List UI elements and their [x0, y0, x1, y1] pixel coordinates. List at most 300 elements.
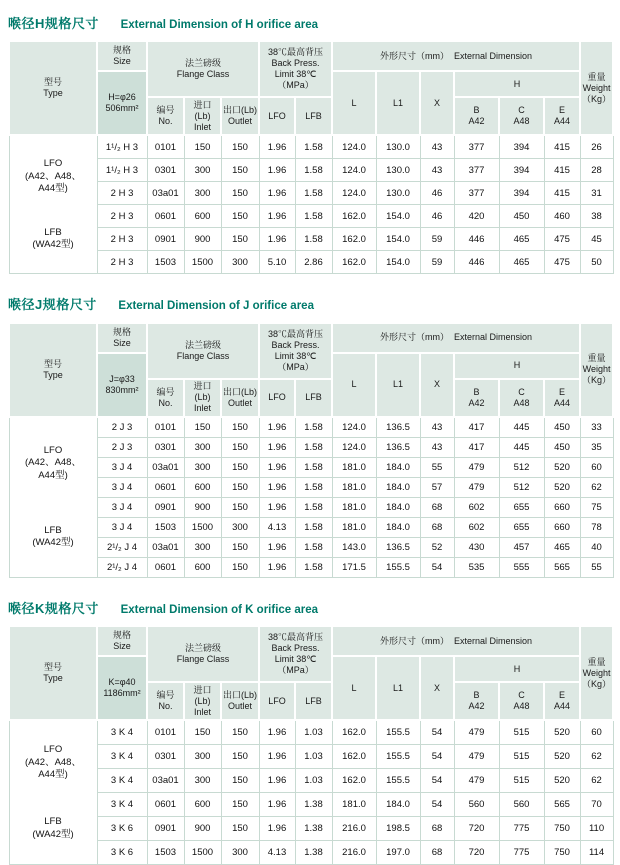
type-group-label: LFO (A42、A48、 A44型)	[25, 158, 81, 194]
col-header-weight	[580, 323, 613, 417]
table-cell: 110	[580, 817, 613, 841]
table-cell: 2 H 3	[97, 205, 147, 228]
table-cell: 38	[580, 205, 613, 228]
table-cell: 40	[580, 537, 613, 557]
table-row	[9, 205, 613, 228]
table-cell: 2 J 3	[97, 437, 147, 457]
table-cell: 150	[184, 720, 221, 745]
table-cell: 155.5	[376, 769, 420, 793]
c-label: C	[518, 105, 525, 116]
inlet-label-zh: 进口(Lb)	[193, 99, 212, 121]
col-header-E-A44	[544, 379, 580, 417]
col-header-no	[147, 682, 184, 720]
section-title-en: External Dimension of K orifice area	[120, 603, 319, 616]
table-cell: 602	[454, 497, 499, 517]
c-code: A48	[513, 701, 530, 712]
table-cell: 150	[221, 182, 259, 205]
back-press-line2: Back Press.	[271, 339, 320, 350]
table-cell: 150	[221, 745, 259, 769]
weight-label-en: Weight	[582, 82, 611, 93]
size-label-en: Size	[113, 56, 131, 67]
table-cell: 57	[420, 477, 454, 497]
table-cell: 54	[420, 745, 454, 769]
table-body	[9, 135, 613, 274]
table-cell: 720	[454, 841, 499, 865]
col-header-L1: L1	[376, 71, 420, 135]
table-cell: 1.58	[295, 537, 332, 557]
table-cell: 184.0	[376, 517, 420, 537]
b-label: B	[473, 690, 480, 701]
table-cell: 62	[580, 477, 613, 497]
col-header-size	[97, 626, 147, 656]
table-cell: 154.0	[376, 228, 420, 251]
section-title-en: External Dimension of J orifice area	[118, 300, 314, 313]
back-press-line4: （MPa）	[277, 665, 314, 676]
col-header-size-value	[97, 353, 147, 417]
table-cell: 1500	[184, 251, 221, 274]
table-cell: 50	[580, 251, 613, 274]
table-cell: 420	[454, 205, 499, 228]
table-cell: 415	[544, 159, 580, 182]
section-title	[8, 593, 612, 619]
table-cell: 1.96	[259, 228, 295, 251]
type-group-label: LFB (WA42型)	[32, 524, 74, 549]
table-row	[9, 537, 613, 557]
table-cell: 479	[454, 457, 499, 477]
table-cell: 154.0	[376, 251, 420, 274]
table-cell: 5.10	[259, 251, 295, 274]
back-press-line3: Limit 38℃	[274, 69, 317, 80]
table-cell: 1.96	[259, 497, 295, 517]
table-cell: 655	[499, 517, 544, 537]
col-header-LFO: LFO	[259, 682, 295, 720]
table-cell: 68	[420, 817, 454, 841]
table-cell: 0101	[147, 135, 184, 159]
table-cell: 512	[499, 477, 544, 497]
col-header-weight	[580, 41, 613, 135]
table-cell: 46	[420, 182, 454, 205]
orifice-diameter: J=φ33	[109, 373, 135, 384]
table-cell: 1.96	[259, 557, 295, 577]
table-cell: 465	[499, 228, 544, 251]
table-cell: 515	[499, 745, 544, 769]
col-header-external-dimension: 外形尺寸（mm） External Dimension	[332, 41, 580, 71]
table-cell: 750	[544, 817, 580, 841]
table-cell: 1.58	[295, 497, 332, 517]
table-cell: 1.96	[259, 537, 295, 557]
inlet-label-zh: 进口(Lb)	[193, 684, 212, 706]
table-cell: 1503	[147, 251, 184, 274]
table-cell: 1.58	[295, 517, 332, 537]
table-cell: 1.96	[259, 182, 295, 205]
col-header-LFB: LFB	[295, 379, 332, 417]
type-label-en: Type	[43, 673, 63, 684]
table-cell: 162.0	[332, 745, 376, 769]
b-code: A42	[468, 397, 485, 408]
weight-label-zh: 重量	[587, 71, 606, 82]
col-header-C-A48	[499, 682, 544, 720]
back-press-line1: 38℃最高背压	[268, 328, 324, 339]
table-cell: 0901	[147, 817, 184, 841]
table-cell: 520	[544, 769, 580, 793]
col-header-X: X	[420, 656, 454, 720]
table-cell: 300	[184, 769, 221, 793]
col-header-size-value	[97, 656, 147, 720]
table-cell: 479	[454, 720, 499, 745]
table-cell: 3 K 6	[97, 841, 147, 865]
table-row	[9, 251, 613, 274]
type-group-label: LFO (A42、A48、 A44型)	[25, 445, 81, 481]
table-cell: 216.0	[332, 817, 376, 841]
table-cell: 62	[580, 745, 613, 769]
table-cell: 1.96	[259, 457, 295, 477]
table-cell: 3 K 4	[97, 745, 147, 769]
b-code: A42	[468, 701, 485, 712]
table-cell: 1.96	[259, 793, 295, 817]
flange-label-zh: 法兰磅级	[184, 339, 221, 350]
c-label: C	[518, 690, 525, 701]
type-label-en: Type	[43, 88, 63, 99]
table-cell: 68	[420, 497, 454, 517]
e-code: A44	[554, 116, 571, 127]
col-header-size-value	[97, 71, 147, 135]
table-cell: 136.5	[376, 437, 420, 457]
weight-label-zh: 重量	[587, 353, 606, 364]
table-cell: 0101	[147, 417, 184, 438]
table-cell: 445	[499, 437, 544, 457]
table-cell: 465	[499, 251, 544, 274]
table-cell: 300	[221, 251, 259, 274]
table-cell: 35	[580, 437, 613, 457]
inlet-label-zh: 进口(Lb)	[193, 381, 212, 403]
table-cell: 26	[580, 135, 613, 159]
table-cell: 1.38	[295, 793, 332, 817]
table-cell: 55	[580, 557, 613, 577]
e-code: A44	[554, 701, 571, 712]
col-header-external-dimension: 外形尺寸（mm） External Dimension	[332, 323, 580, 353]
table-cell: 1.96	[259, 135, 295, 159]
type-label-zh: 型号	[43, 662, 62, 673]
size-label-zh: 规格	[112, 630, 131, 641]
spec-table	[8, 625, 614, 865]
type-label-en: Type	[43, 369, 63, 380]
table-cell: 150	[221, 135, 259, 159]
c-code: A48	[513, 397, 530, 408]
table-header	[9, 323, 613, 417]
table-cell: 450	[499, 205, 544, 228]
table-cell: 2 H 3	[97, 182, 147, 205]
back-press-line4: （MPa）	[277, 80, 314, 91]
table-cell: 136.5	[376, 417, 420, 438]
col-header-type	[9, 626, 97, 720]
weight-label-en: Weight	[582, 364, 611, 375]
table-cell: 1.58	[295, 135, 332, 159]
table-cell: 55	[420, 457, 454, 477]
table-cell: 1.58	[295, 205, 332, 228]
table-cell: 1.58	[295, 437, 332, 457]
col-header-outlet	[221, 682, 259, 720]
table-row	[9, 517, 613, 537]
table-cell: 900	[184, 228, 221, 251]
table-cell: 1.96	[259, 817, 295, 841]
table-cell: 162.0	[332, 720, 376, 745]
col-header-C-A48	[499, 97, 544, 135]
col-header-external-dimension: 外形尺寸（mm） External Dimension	[332, 626, 580, 656]
table-cell: 1.58	[295, 477, 332, 497]
table-cell: 900	[184, 817, 221, 841]
table-cell: 2 J 3	[97, 417, 147, 438]
table-cell: 150	[221, 537, 259, 557]
b-label: B	[473, 386, 480, 397]
orifice-table-section	[8, 8, 612, 274]
weight-unit: （Kg）	[582, 678, 612, 689]
table-cell: 394	[499, 182, 544, 205]
type-group-label: LFB (WA42型)	[32, 226, 74, 251]
weight-label-en: Weight	[582, 667, 611, 678]
table-cell: 415	[544, 135, 580, 159]
table-cell: 136.5	[376, 537, 420, 557]
back-press-line4: （MPa）	[277, 361, 314, 372]
inlet-label-en: Inlet	[193, 706, 211, 717]
col-header-outlet	[221, 97, 259, 135]
table-header	[9, 626, 613, 720]
table-row	[9, 437, 613, 457]
table-cell: 415	[544, 182, 580, 205]
spec-table	[8, 322, 614, 578]
col-header-outlet	[221, 379, 259, 417]
b-code: A42	[468, 116, 485, 127]
table-cell: 155.5	[376, 720, 420, 745]
table-cell: 555	[499, 557, 544, 577]
no-label-zh: 编号	[156, 105, 175, 116]
table-cell: 197.0	[376, 841, 420, 865]
weight-label-zh: 重量	[587, 656, 606, 667]
table-cell: 60	[580, 457, 613, 477]
table-cell: 43	[420, 135, 454, 159]
table-cell: 479	[454, 477, 499, 497]
weight-unit: （Kg）	[582, 375, 612, 386]
table-cell: 2¹/₂ J 4	[97, 537, 147, 557]
table-cell: 535	[454, 557, 499, 577]
table-cell: 03a01	[147, 457, 184, 477]
table-cell: 3 J 4	[97, 497, 147, 517]
spec-table	[8, 40, 614, 274]
col-header-LFB: LFB	[295, 682, 332, 720]
table-row	[9, 457, 613, 477]
table-cell: 1¹/₂ H 3	[97, 159, 147, 182]
table-cell: 1¹/₂ H 3	[97, 135, 147, 159]
size-label-en: Size	[113, 641, 131, 652]
table-cell: 4.13	[259, 841, 295, 865]
b-label: B	[473, 105, 480, 116]
type-label-zh: 型号	[43, 77, 62, 88]
orifice-area: 506mm²	[105, 103, 139, 114]
type-column-cell	[9, 720, 97, 865]
type-group-label: LFB (WA42型)	[32, 816, 74, 840]
col-header-L1: L1	[376, 353, 420, 417]
table-cell: 460	[544, 205, 580, 228]
back-press-line2: Back Press.	[271, 643, 320, 654]
table-cell: 430	[454, 537, 499, 557]
table-cell: 1500	[184, 841, 221, 865]
outlet-label-en: Outlet	[227, 116, 252, 127]
col-header-inlet	[184, 379, 221, 417]
outlet-label-en: Outlet	[227, 701, 252, 712]
table-cell: 417	[454, 417, 499, 438]
table-cell: 300	[221, 841, 259, 865]
table-cell: 1.58	[295, 228, 332, 251]
table-body	[9, 720, 613, 865]
table-cell: 300	[184, 159, 221, 182]
col-header-LFO: LFO	[259, 379, 295, 417]
table-cell: 2 H 3	[97, 251, 147, 274]
e-code: A44	[554, 397, 571, 408]
col-header-C-A48	[499, 379, 544, 417]
table-cell: 1.96	[259, 205, 295, 228]
back-press-line3: Limit 38℃	[274, 654, 317, 665]
table-cell: 4.13	[259, 517, 295, 537]
col-header-H-group: H	[454, 656, 580, 682]
table-cell: 130.0	[376, 159, 420, 182]
table-cell: 184.0	[376, 793, 420, 817]
table-cell: 1.38	[295, 841, 332, 865]
col-header-L1: L1	[376, 656, 420, 720]
table-cell: 0901	[147, 228, 184, 251]
table-cell: 1.96	[259, 769, 295, 793]
table-cell: 377	[454, 182, 499, 205]
table-cell: 377	[454, 135, 499, 159]
table-cell: 0301	[147, 159, 184, 182]
size-label-zh: 规格	[112, 45, 131, 56]
table-cell: 3 J 4	[97, 517, 147, 537]
col-header-B-A42	[454, 682, 499, 720]
table-cell: 300	[184, 182, 221, 205]
table-cell: 150	[221, 497, 259, 517]
outlet-label-zh: 出口(Lb)	[223, 386, 258, 397]
col-header-inlet	[184, 682, 221, 720]
table-cell: 1.96	[259, 159, 295, 182]
table-cell: 417	[454, 437, 499, 457]
table-cell: 150	[221, 205, 259, 228]
table-cell: 45	[580, 228, 613, 251]
col-header-back-pressure	[259, 626, 332, 682]
table-cell: 512	[499, 457, 544, 477]
table-cell: 377	[454, 159, 499, 182]
table-cell: 130.0	[376, 182, 420, 205]
table-cell: 124.0	[332, 182, 376, 205]
table-cell: 150	[221, 228, 259, 251]
table-cell: 660	[544, 497, 580, 517]
section-title	[8, 289, 612, 315]
table-cell: 181.0	[332, 497, 376, 517]
table-row	[9, 417, 613, 438]
table-cell: 162.0	[332, 769, 376, 793]
table-cell: 450	[544, 437, 580, 457]
table-cell: 181.0	[332, 477, 376, 497]
orifice-diameter: K=φ40	[108, 677, 136, 688]
inlet-label-en: Inlet	[193, 121, 211, 132]
type-groups	[10, 721, 97, 864]
table-cell: 124.0	[332, 159, 376, 182]
weight-unit: （Kg）	[582, 93, 612, 104]
col-header-flange-class	[147, 41, 259, 97]
col-header-back-pressure	[259, 323, 332, 379]
table-row	[9, 497, 613, 517]
table-cell: 3 J 4	[97, 477, 147, 497]
no-label-en: No.	[158, 397, 173, 408]
orifice-area: 1186mm²	[103, 688, 141, 699]
table-cell: 1.96	[259, 417, 295, 438]
table-cell: 600	[184, 477, 221, 497]
table-cell: 1.96	[259, 477, 295, 497]
table-cell: 60	[580, 720, 613, 745]
table-cell: 150	[221, 417, 259, 438]
table-cell: 1.58	[295, 159, 332, 182]
table-cell: 70	[580, 793, 613, 817]
table-cell: 520	[544, 457, 580, 477]
table-cell: 03a01	[147, 769, 184, 793]
type-column-cell	[9, 135, 97, 274]
table-cell: 184.0	[376, 457, 420, 477]
col-header-size	[97, 41, 147, 71]
table-cell: 155.5	[376, 745, 420, 769]
section-title-zh: 喉径H规格尺寸	[8, 16, 99, 31]
c-label: C	[518, 386, 525, 397]
table-cell: 720	[454, 817, 499, 841]
back-press-line3: Limit 38℃	[274, 350, 317, 361]
back-press-line2: Back Press.	[271, 58, 320, 69]
table-cell: 0301	[147, 745, 184, 769]
no-label-en: No.	[158, 701, 173, 712]
flange-label-en: Flange Class	[176, 654, 230, 665]
table-cell: 124.0	[332, 417, 376, 438]
table-cell: 300	[184, 437, 221, 457]
table-cell: 1.58	[295, 457, 332, 477]
table-cell: 62	[580, 769, 613, 793]
table-cell: 655	[499, 497, 544, 517]
table-cell: 775	[499, 841, 544, 865]
table-row	[9, 159, 613, 182]
table-cell: 3 K 6	[97, 817, 147, 841]
table-cell: 660	[544, 517, 580, 537]
table-cell: 475	[544, 251, 580, 274]
table-cell: 162.0	[332, 205, 376, 228]
col-header-E-A44	[544, 97, 580, 135]
flange-label-zh: 法兰磅级	[184, 643, 221, 654]
table-row	[9, 793, 613, 817]
col-header-L: L	[332, 353, 376, 417]
type-groups	[10, 136, 97, 273]
table-cell: 3 K 4	[97, 720, 147, 745]
table-cell: 150	[221, 817, 259, 841]
table-cell: 0901	[147, 497, 184, 517]
table-cell: 54	[420, 557, 454, 577]
table-cell: 43	[420, 417, 454, 438]
type-label-zh: 型号	[43, 358, 62, 369]
table-cell: 150	[221, 769, 259, 793]
col-header-no	[147, 379, 184, 417]
table-cell: 150	[221, 457, 259, 477]
col-header-H-group: H	[454, 353, 580, 379]
table-cell: 2¹/₂ J 4	[97, 557, 147, 577]
section-title-zh: 喉径J规格尺寸	[8, 297, 97, 313]
table-cell: 300	[184, 745, 221, 769]
no-label-zh: 编号	[156, 690, 175, 701]
table-cell: 46	[420, 205, 454, 228]
table-cell: 59	[420, 228, 454, 251]
type-groups	[10, 418, 97, 577]
table-cell: 0601	[147, 205, 184, 228]
